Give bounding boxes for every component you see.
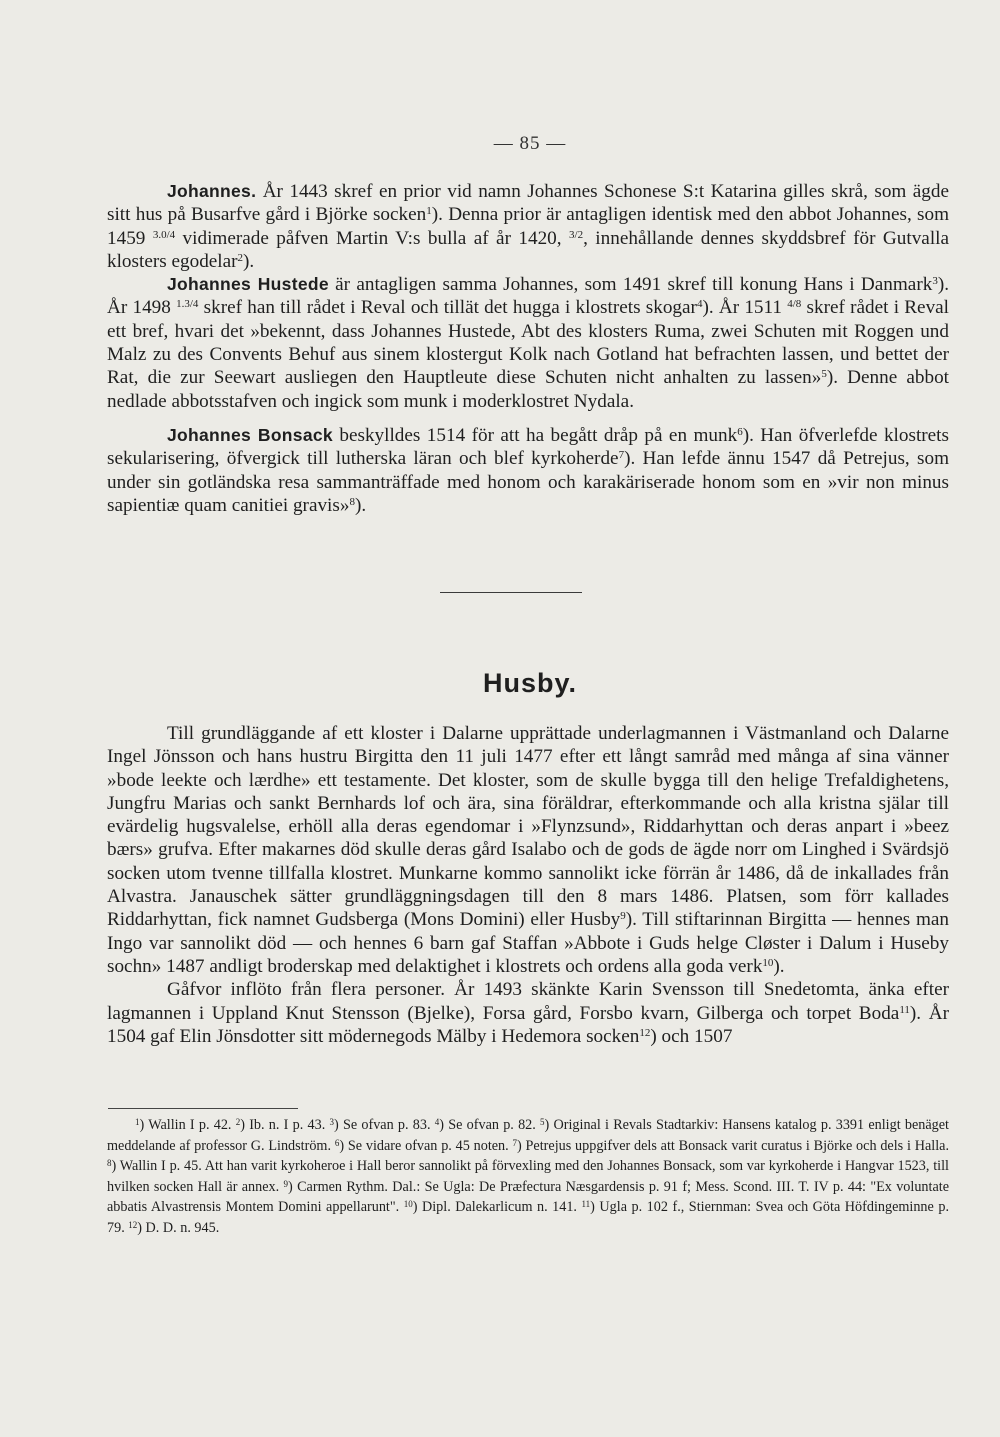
name-heading: Johannes Hustede (167, 274, 329, 295)
text-run: ). (773, 955, 785, 977)
section-monks-text (107, 180, 949, 517)
footnote-ref: 5 (540, 1117, 545, 1127)
text-run: ) Se ofvan p. 82. (439, 1117, 541, 1133)
footnote-ref: 9 (283, 1178, 289, 1189)
footnote-ref: 4/8 (787, 298, 802, 311)
text-run: ). Till stiftarinnan Birgitta — hennes man Ingo var sannolikt död — och hennes 6 barn gaf Staffan »Abbote i Guds helge Cløster i Dalum i Huseby sochn» 1487 andligt broderskap med delaktighet i klostrets och ordens alla goda verk (107, 909, 949, 977)
footnote-ref: 2 (237, 251, 244, 264)
text-run: skref rådet i Reval ett bref, hvari det »bekennt, dass Johannes Hustede, Abt des klosters Ruma, zwei Schuten mit Roggen und Malz zu des Convents Behuf aus sinem klostergut Kolk nach Gotland hat befrachten lassen, und bettet der Rat, die zur Seewart ausliegen den Hauptleute diese Schuten nicht anhalten zu lassen» (107, 297, 950, 389)
text-run: ) Wallin I p. 42. (139, 1117, 236, 1133)
text-run: Till grundläggande af ett kloster i Dalarne upprättade underlagmannen i Västmanland och Dalarne Ingel Jönsson och hans hustru Birgitta den 11 juli 1477 efter ett långt samråd med många af sina vänner »bode leekte och lærdhe» ett testamente. Det kloster, som de skulle bygga till den helige Trefaldighetens, Jungfru Marias och sankt Bernhards lof och ära, sina föräldrar, efterkommande och alla kristna själar till evärdelig hugsvalelse, erhöll alla deras egendomar i »Flynzsund», Riddarhyttan och deras anpart i »beez bærs» grufva. Efter makarnes död skulle deras gård Isalabo och de gods de ägde norr om Linghed i Svärdsjö socken utom tvenne tillfalla klostret. Munkarne kommo sannolikt icke förrän år 1486, då de inkallades från Alvastra. Janauschek sätter grundläggningsdagen till den 8 mars 1486. Platsen, som förr kallades Riddarhyttan, fick namnet Gudsberga (Mons Domini) eller Husby (107, 723, 949, 931)
text-run: ) Se vidare ofvan p. 45 noten. (339, 1137, 513, 1154)
footnote-ref: 10 (403, 1199, 413, 1210)
text-run: ). År 1504 gaf Elin Jönsdotter sitt mödernegods Mälby i Hedemora socken (107, 1002, 949, 1047)
footnote-ref: 1 (426, 205, 432, 218)
text-run: ) Ib. n. I p. 43. (240, 1117, 330, 1133)
text-run: ) och 1507 (650, 1025, 733, 1047)
footnote-ref: 12 (128, 1219, 138, 1230)
text-run: ) Original i Revals Stadtarkiv: Hansens katalog p. 3391 enligt benäget meddelande af professor G. Lindström. (107, 1117, 949, 1154)
paragraph-husby-gifts (107, 978, 949, 1048)
name-heading: Johannes Bonsack (167, 424, 333, 445)
text-run: ) D. D. n. 945. (137, 1219, 220, 1236)
footnote-ref: 1.3/4 (176, 298, 199, 311)
text-run: ). År 1498 (107, 274, 949, 319)
footnote-ref: 7 (618, 449, 625, 462)
paragraph-johannes (107, 180, 949, 273)
footnote-ref: 8 (107, 1158, 112, 1169)
text-run: vidimerade påfven Martin V:s bulla af år 1420, (175, 227, 570, 249)
footnote-ref: 2 (235, 1117, 241, 1127)
page-number: — 85 — (493, 133, 567, 154)
paragraph-johannes-bonsack (107, 424, 949, 517)
section-husby-text (107, 722, 949, 1048)
text-run: ). Denna prior är antagligen identisk med den abbot Johannes, som 1459 (107, 204, 949, 249)
footnote-ref: 7 (512, 1137, 518, 1148)
footnote-ref: 4 (434, 1117, 440, 1127)
text-run: ) Ugla p. 102 f., Stiernman: Svea och Göta Höfdingeminne p. 79. (107, 1199, 949, 1236)
footnote-ref: 1 (135, 1117, 140, 1127)
text-run: ). År 1511 (702, 297, 788, 319)
footnote-ref: 3.0/4 (152, 228, 176, 241)
text-run: är antagligen samma Johannes, som 1491 skref till konung Hans i Danmark (328, 274, 933, 296)
footnote-ref: 4 (696, 298, 703, 311)
footnote-ref: 11 (899, 1003, 910, 1016)
text-run: ) Dipl. Dalekarlicum n. 141. (412, 1199, 582, 1216)
text-run: ). Han lefde ännu 1547 då Petrejus, som under sin gotländska resa sammanträffade med honom och karakäriserade honom som en »vir non minus sapientiæ quam canitiei gravis» (107, 448, 949, 516)
text-run: ) Petrejus uppgifver dels att Bonsack varit curatus i Björke och dels i Halla. (517, 1137, 950, 1154)
footnote-ref: 8 (349, 495, 355, 508)
footnote-ref: 6 (334, 1137, 340, 1148)
footnote-ref: 3 (329, 1117, 334, 1127)
footnote-ref: 3 (932, 275, 938, 288)
text-run: År 1443 skref en prior vid namn Johannes Schonese S:t Katarina gilles skrå, som ägde sitt hus på Busarfve gård i Björke socken (107, 181, 949, 226)
text-run: , innehållande dennes skyddsbref för Gutvalla klosters egodelar (107, 227, 950, 272)
text-run: ). (243, 250, 255, 272)
footnotes (107, 1115, 949, 1239)
paragraph-husby-founding (107, 722, 949, 978)
footnote-ref: 12 (639, 1026, 651, 1039)
paragraph-johannes-hustede (107, 273, 949, 413)
footnote-ref: 6 (737, 425, 743, 438)
text-run: skref han till rådet i Reval och tillät det hugga i klostrets skogar (198, 297, 697, 319)
text-run: ). (354, 494, 367, 516)
text-run: ) Carmen Rythm. Dal.: Se Ugla: De Præfectura Næsgardensis p. 91 f; Mess. Scond. III. T. IV p. 44: "Ex voluntate abbatis Alvastrensis Montem Domini appellarunt". (107, 1178, 950, 1216)
footnote-ref: 10 (762, 956, 774, 969)
text-run: beskylldes 1514 för att ha begått dråp på en munk (332, 424, 738, 446)
footnote-ref: 3/2 (569, 228, 584, 241)
footnote-ref: 5 (821, 368, 827, 381)
text-run: ). Denne abbot nedlade abbotsstafven och ingick som munk i moderklostret Nydala. (107, 367, 949, 412)
section-heading: Husby. (482, 668, 577, 698)
name-heading: Johannes. (167, 181, 257, 201)
text-run: ) Wallin I p. 45. Att han varit kyrkoheroe i Hall beror sannolikt på förvexling med den Johannes Bonsack, som var kyrkoherde i Hangvar 1523, till hvilken socken Hall är annex. (107, 1158, 949, 1195)
text-run: ). Han öfverlefde klostrets sekularisering, öfvergick till lutherska läran och blef kyrkoherde (107, 424, 949, 470)
text-run: ) Se ofvan p. 83. (333, 1117, 435, 1133)
section-divider (440, 592, 582, 593)
text-run: Gåfvor inflöto från flera personer. År 1493 skänkte Karin Svensson till Snedetomta, änka efter lagmannen i Uppland Knut Stensson (Bjelke), Forsa gård, Forsbo kvarn, Gilberga och torpet Boda (107, 979, 949, 1024)
footnote-ref: 9 (620, 910, 626, 923)
footnote-ref: 11 (581, 1199, 591, 1210)
footnote-divider (108, 1108, 298, 1109)
